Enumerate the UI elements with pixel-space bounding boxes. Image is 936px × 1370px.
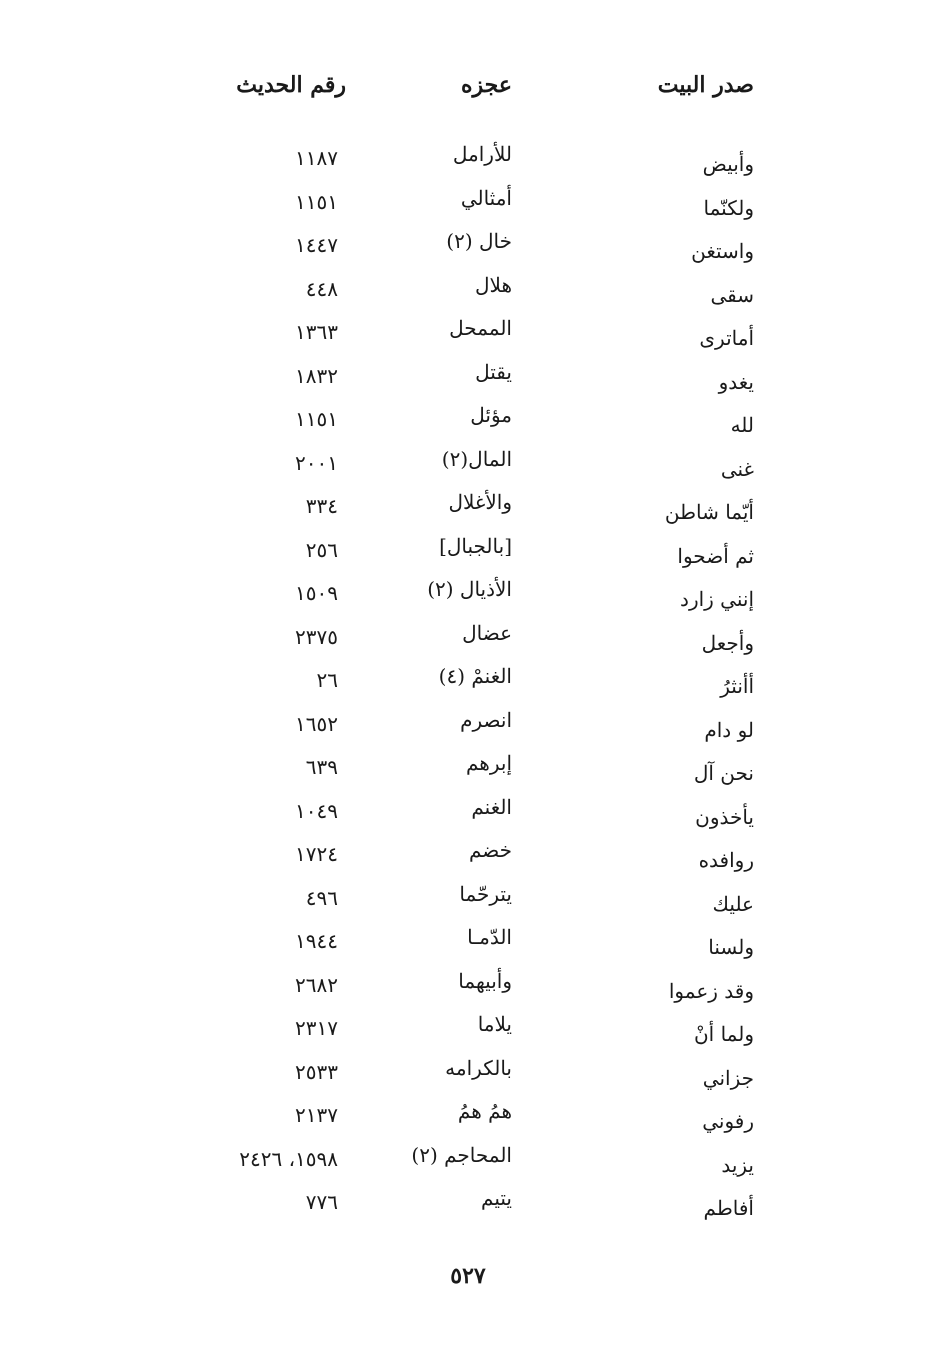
cell-hadith-number: ٢٣٧٥	[295, 624, 338, 649]
cell-first-hemistich: جزاني	[702, 1065, 754, 1090]
cell-hadith-number: ١١٥١	[295, 407, 338, 431]
cell-second-hemistich: والأغلال	[448, 490, 512, 514]
cell-first-hemistich: نحن آل	[693, 761, 754, 785]
cell-hadith-number: ١٧٢٤	[295, 842, 338, 866]
table-row	[0, 271, 936, 315]
cell-first-hemistich: يزيد	[721, 1152, 754, 1177]
cell-hadith-number: ٢٥٣٣	[295, 1059, 338, 1084]
cell-hadith-number: ١٥٠٩	[295, 581, 338, 605]
cell-hadith-number: ٣٣٤	[305, 494, 338, 518]
cell-first-hemistich: لو دام	[704, 717, 754, 742]
cell-hadith-number: ٢٣١٧	[295, 1016, 338, 1040]
cell-first-hemistich: غنى	[720, 456, 754, 481]
cell-hadith-number: ٤٩٦	[305, 885, 338, 910]
table-row	[0, 706, 936, 750]
table-row	[0, 314, 936, 358]
cell-second-hemistich: للأرامل	[452, 142, 512, 166]
table-row	[0, 140, 936, 184]
table-row	[0, 227, 936, 271]
cell-hadith-number: ٢٠٠١	[295, 450, 338, 475]
table-row	[0, 749, 936, 793]
table-row	[0, 619, 936, 663]
cell-second-hemistich: خال (٢)	[446, 229, 512, 253]
table-row	[0, 358, 936, 402]
cell-second-hemistich: مؤئل	[470, 403, 512, 427]
cell-first-hemistich: رفوني	[702, 1109, 754, 1133]
cell-hadith-number: ٢١٣٧	[295, 1103, 338, 1127]
cell-first-hemistich: ولسنا	[708, 935, 754, 959]
cell-hadith-number: ٢٦٨٢	[295, 972, 338, 997]
cell-first-hemistich: عليك	[712, 891, 754, 916]
cell-hadith-number: ٦٣٩	[305, 755, 338, 779]
header-first-hemistich: صدر البيت	[657, 72, 754, 98]
cell-hadith-number: ١٨٣٢	[295, 363, 338, 388]
cell-second-hemistich: الممحل	[449, 316, 512, 340]
cell-first-hemistich: واستغن	[691, 239, 754, 263]
table-row	[0, 1010, 936, 1054]
page-number: ٥٢٧	[450, 1263, 486, 1289]
table-row	[0, 967, 936, 1011]
cell-second-hemistich: يتيم	[481, 1186, 512, 1210]
cell-first-hemistich: روافده	[698, 848, 754, 872]
table-row	[0, 836, 936, 880]
cell-hadith-number: ١٣٦٣	[295, 320, 338, 344]
cell-hadith-number: ١٤٤٧	[295, 233, 338, 257]
table-row	[0, 1184, 936, 1228]
cell-hadith-number: ٢٥٦	[305, 537, 338, 562]
cell-second-hemistich: الغنمْ (٤)	[438, 664, 512, 688]
table-row	[0, 488, 936, 532]
cell-hadith-number: ١٠٤٩	[295, 798, 338, 823]
verse-index-table	[0, 140, 936, 1228]
cell-second-hemistich: أمثالي	[460, 185, 512, 210]
cell-second-hemistich: انصرم	[460, 707, 512, 732]
table-row	[0, 184, 936, 228]
cell-first-hemistich: أيّما شاطن	[664, 500, 754, 524]
cell-hadith-number: ٤٤٨	[305, 276, 338, 301]
cell-hadith-number: ١٥٩٨، ٢٤٢٦	[239, 1146, 338, 1171]
cell-second-hemistich: بالكرامه	[445, 1055, 512, 1080]
cell-second-hemistich: يلاما	[477, 1012, 512, 1036]
cell-first-hemistich: وأبيض	[702, 152, 754, 176]
cell-second-hemistich: [بالجبال]	[439, 533, 512, 558]
cell-first-hemistich: أماترى	[699, 326, 754, 350]
cell-hadith-number: ١١٨٧	[295, 146, 338, 170]
cell-second-hemistich: همُ همُ	[457, 1099, 512, 1123]
cell-second-hemistich: يترحّما	[459, 881, 512, 906]
cell-first-hemistich: إنني زارد	[680, 587, 754, 611]
table-row	[0, 1141, 936, 1185]
cell-first-hemistich: يغدو	[718, 369, 754, 394]
cell-hadith-number: ١٩٤٤	[295, 929, 338, 953]
cell-first-hemistich: وأجعل	[701, 630, 754, 655]
table-row	[0, 1054, 936, 1098]
cell-hadith-number: ٧٧٦	[305, 1190, 338, 1214]
cell-first-hemistich: ولكنّما	[703, 195, 754, 220]
table-row	[0, 880, 936, 924]
cell-second-hemistich: الغنم	[471, 794, 512, 819]
cell-second-hemistich: عضال	[462, 620, 512, 645]
table-row	[0, 923, 936, 967]
cell-first-hemistich: ولما أنْ	[693, 1022, 754, 1046]
table-row	[0, 401, 936, 445]
cell-second-hemistich: خضم	[468, 838, 512, 862]
table-row	[0, 575, 936, 619]
cell-first-hemistich: سقى	[710, 282, 754, 307]
table-row	[0, 445, 936, 489]
cell-first-hemistich: يأخذون	[695, 804, 754, 829]
cell-first-hemistich: أأنثرُ	[720, 674, 754, 698]
cell-first-hemistich: أفاطم	[703, 1196, 754, 1220]
cell-first-hemistich: لله	[730, 413, 754, 437]
cell-hadith-number: ١١٥١	[295, 189, 338, 214]
table-row	[0, 793, 936, 837]
cell-second-hemistich: هلال	[474, 272, 512, 297]
header-hadith-number: رقم الحديث	[236, 72, 346, 98]
header-second-hemistich: عجزه	[461, 72, 512, 98]
table-row	[0, 532, 936, 576]
cell-second-hemistich: المحاجم (٢)	[411, 1142, 512, 1167]
cell-second-hemistich: وأبيهما	[458, 968, 512, 993]
table-row	[0, 1097, 936, 1141]
cell-second-hemistich: الأذيال (٢)	[427, 577, 512, 601]
cell-first-hemistich: وقد زعموا	[668, 978, 754, 1003]
cell-second-hemistich: المال(٢)	[441, 446, 512, 471]
cell-hadith-number: ١٦٥٢	[295, 711, 338, 736]
cell-second-hemistich: يقتل	[475, 359, 512, 384]
cell-hadith-number: ٢٦	[316, 668, 338, 692]
cell-second-hemistich: إبرهم	[465, 751, 512, 775]
cell-first-hemistich: ثم أضحوا	[677, 543, 754, 568]
table-row	[0, 662, 936, 706]
cell-second-hemistich: الدّمـا	[467, 925, 512, 949]
